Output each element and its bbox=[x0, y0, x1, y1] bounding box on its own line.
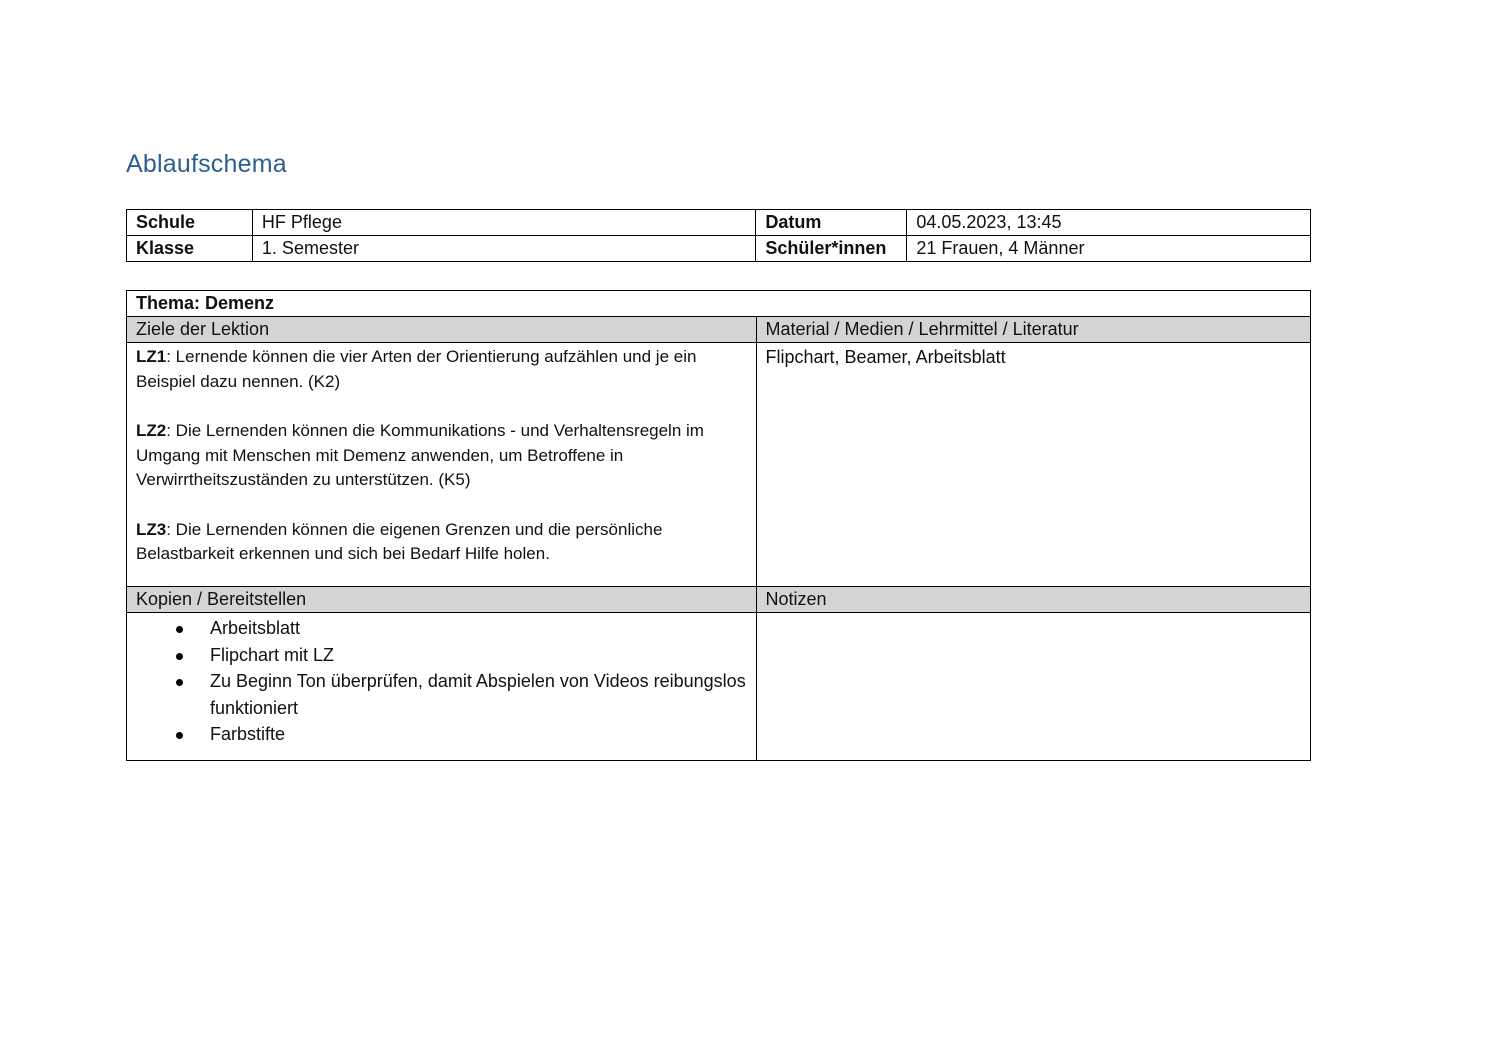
schule-label: Schule bbox=[127, 210, 253, 236]
goal-text: : Die Lernenden können die Kommunikations - und Verhaltensregeln im Umgang mit Menschen mit Demenz anwenden, um Betroffene in Verwirrtheitszuständen zu unterstützen. (K5) bbox=[136, 421, 704, 489]
goal-label: LZ3 bbox=[136, 519, 167, 539]
goal-text: : Die Lernenden können die eigenen Grenzen und die persönliche Belastbarkeit erkennen und sich bei Bedarf Hilfe holen. bbox=[136, 519, 663, 563]
goal-item bbox=[136, 419, 747, 493]
goals-row bbox=[127, 343, 1311, 587]
klasse-label: Klasse bbox=[127, 236, 253, 262]
datum-label: Datum bbox=[756, 210, 907, 236]
datum-value: 04.05.2023, 13:45 bbox=[907, 210, 1311, 236]
info-row-schule bbox=[127, 210, 1311, 236]
copies-header: Kopien / Bereitstellen bbox=[127, 587, 757, 613]
copies-list bbox=[136, 615, 747, 748]
klasse-value: 1. Semester bbox=[252, 236, 755, 262]
goals-cell bbox=[127, 343, 757, 587]
list-item: Zu Beginn Ton überprüfen, damit Abspielen von Videos reibungslos funktioniert bbox=[200, 668, 747, 721]
lesson-table bbox=[126, 290, 1311, 761]
schule-value: HF Pflege bbox=[252, 210, 755, 236]
info-row-klasse bbox=[127, 236, 1311, 262]
material-header: Material / Medien / Lehrmittel / Literatur bbox=[756, 317, 1311, 343]
goals-header: Ziele der Lektion bbox=[127, 317, 757, 343]
goal-item bbox=[136, 518, 747, 567]
goal-text: : Lernende können die vier Arten der Orientierung aufzählen und je ein Beispiel dazu nennen. (K2) bbox=[136, 347, 697, 391]
schueler-value: 21 Frauen, 4 Männer bbox=[907, 236, 1311, 262]
list-item: Flipchart mit LZ bbox=[200, 642, 747, 669]
material-cell: Flipchart, Beamer, Arbeitsblatt bbox=[756, 343, 1311, 587]
thema-row bbox=[127, 291, 1311, 317]
list-item: Arbeitsblatt bbox=[200, 615, 747, 642]
thema-heading: Thema: Demenz bbox=[127, 291, 1311, 317]
goal-label: LZ1 bbox=[136, 347, 167, 366]
page-title: Ablaufschema bbox=[126, 150, 287, 178]
notes-cell bbox=[756, 613, 1311, 761]
schueler-label: Schüler*innen bbox=[756, 236, 907, 262]
goal-label: LZ2 bbox=[136, 421, 167, 440]
goal-item bbox=[136, 345, 747, 394]
info-table bbox=[126, 209, 1311, 262]
copies-row bbox=[127, 613, 1311, 761]
copies-cell bbox=[127, 613, 757, 761]
goals-header-row bbox=[127, 317, 1311, 343]
list-item: Farbstifte bbox=[200, 721, 747, 748]
notes-header: Notizen bbox=[756, 587, 1311, 613]
copies-header-row bbox=[127, 587, 1311, 613]
